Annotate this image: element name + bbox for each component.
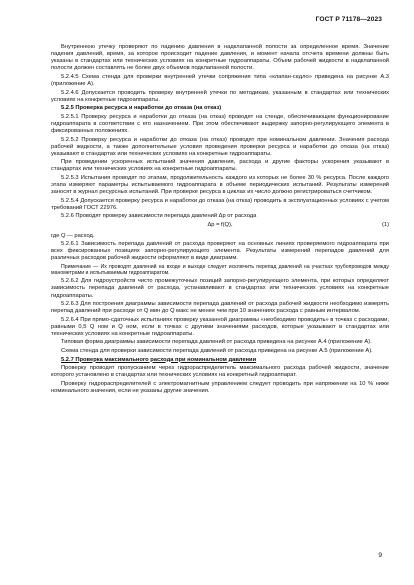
paragraph: 5.2.6.4 При прямо-сдаточных испытаниях проверку указанной диаграммы «необходимо проводить» в точках с расходами, равными 0,5 Q ном и Q ном, если в точках с другими значениями расходов, которые указывают в стандартах или технических условиях на конкретные гидроаппараты. <box>51 316 389 338</box>
paragraph: Проверку гидрораспределителей с электромагнитным управлением следует проводить при напряжении на 10 % ниже номинального значения, если не указаны другие значения. <box>51 380 389 394</box>
paragraph: При проведении ускоренных испытаний значения давления, расхода и другие факторы ускорения указывают в стандартах или технических условиях на конкретные гидроаппараты. <box>51 159 389 173</box>
standard-header: ГОСТ Р 71178—2023 <box>315 16 382 23</box>
page-number: 9 <box>378 552 382 559</box>
paragraph: 5.2.6 Проводят проверку зависимости перепада давлений Δp от расхода <box>61 213 257 220</box>
paragraph: 5.2.6.2 Для гидроустройств чисто промежуточных позиций запорно-регулирующего элемента, при которых определяют зависимость перепада давлений от расхода, устанавливают в стандартах или технических условиях на конкретные гидроаппараты. <box>51 278 389 299</box>
paragraph: Схема стенда для проверки зависимости перепада давлений от расхода приведена на рисунке А.5 (приложение А). <box>61 347 373 354</box>
paragraph: Внутреннюю утечку проверяют по падению давления в надклапанной полости за определенное время. Значение падения давлений, время, за которое происходит падение давления, и момент начала отсчета времени должны быть указаны в стандартах или технических условиях на конкретные гидроаппараты. Объем рабочей жидкости в надклапанной полости должен составлять не более двух объемов подклапанной полости. <box>51 44 389 72</box>
paragraph: Проверку проводят пропусканием через гидрораспределитель максимального расхода рабочей жидкости, значение которого установлено в стандартах или технических условиях на конкретный гидроаппарат. <box>51 365 389 379</box>
paragraph: 5.2.4.6 Допускается проводить проверку внутренней утечки по методикам, указанным в стандартах или технических условиях на конкретные гидроаппараты. <box>51 89 389 103</box>
formula-explanation: где Q — расход. <box>51 232 95 239</box>
section-heading-5-2-7: 5.2.7 Проверка максимального расхода при номинальном давлении <box>61 356 257 363</box>
section-heading-5-2-5: 5.2.5 Проверка ресурса и наработки до отказа (на отказ) <box>61 105 222 112</box>
document-body <box>51 44 389 396</box>
paragraph: 5.2.5.2 Проверку ресурса и наработки до отказа (на отказ) проводят при номинальном давлении. Значения расхода рабочей жидкости, а также дополнительные условия проведения проверки ресурса и наработки до отказа (на отказ) указывают в стандартах или технических условиях на конкретные гидроаппараты. <box>51 136 389 157</box>
paragraph: Типовая форма диаграммы зависимости перепада давлений от расхода приведена на рисунке А.4 (приложение А). <box>61 339 372 346</box>
paragraph: 5.2.5.1 Проверку ресурса и наработки до отказа (на отказ) проводят на стенде, обеспечивающем функционирование гидроаппарата в соответствии с его назначением. При этом обеспечивают выдержку запорно-регулирующего элемента в фиксированных положениях. <box>51 113 389 135</box>
paragraph: 5.2.5.4 Допускается проверку ресурса и наработки до отказа (на отказ) проводить в эксплуатационных условиях с учетом требований ГОСТ 22976. <box>51 197 389 211</box>
note: Примечание — Их проводят давлений на входе и выходе следует исключить перепад давлений на участках трубопроводов между манометрами и испытываемым гидроаппаратом. <box>51 263 389 277</box>
formula-expression: Δp = f(Q), <box>207 222 233 229</box>
paragraph: 5.2.4.5 Схема стенда для проверки внутренней утечки сопряжения типа «клапан-седло» приведена на рисунке А.3 (приложение А). <box>51 73 389 88</box>
paragraph: 5.2.5.3 Испытания проводят по этапам, продолжительность каждого из которых не более 30 % ресурса. После каждого этапа измеряют параметры испытываемого гидроаппарата в объеме периодических испытаний. Результаты измерений заносят в журнал ресурсных испытаний. При проверке ресурса в циклах их число должно регистрироваться счетчиком. <box>51 174 389 196</box>
paragraph: 5.2.6.1 Зависимость перепада давлений от расхода проверяют на основных линиях проверяемого гидроаппарата при всех фиксированных позициях запорно-регулирующего элемента. Результаты измерений перепадов давлений для различных расходов рабочей жидкости оформляют в виде диаграмм. <box>51 241 389 262</box>
formula-number: (1) <box>381 222 389 229</box>
formula-1 <box>51 222 389 229</box>
paragraph: 5.2.6.3 Для построения диаграммы зависимости перепада давлений от расхода рабочей жидкости необходимо измерять перепад давлений при расходе от Q мин до Q макс не менее чем при 10 значениях расхода с равным интервалом. <box>51 301 389 315</box>
